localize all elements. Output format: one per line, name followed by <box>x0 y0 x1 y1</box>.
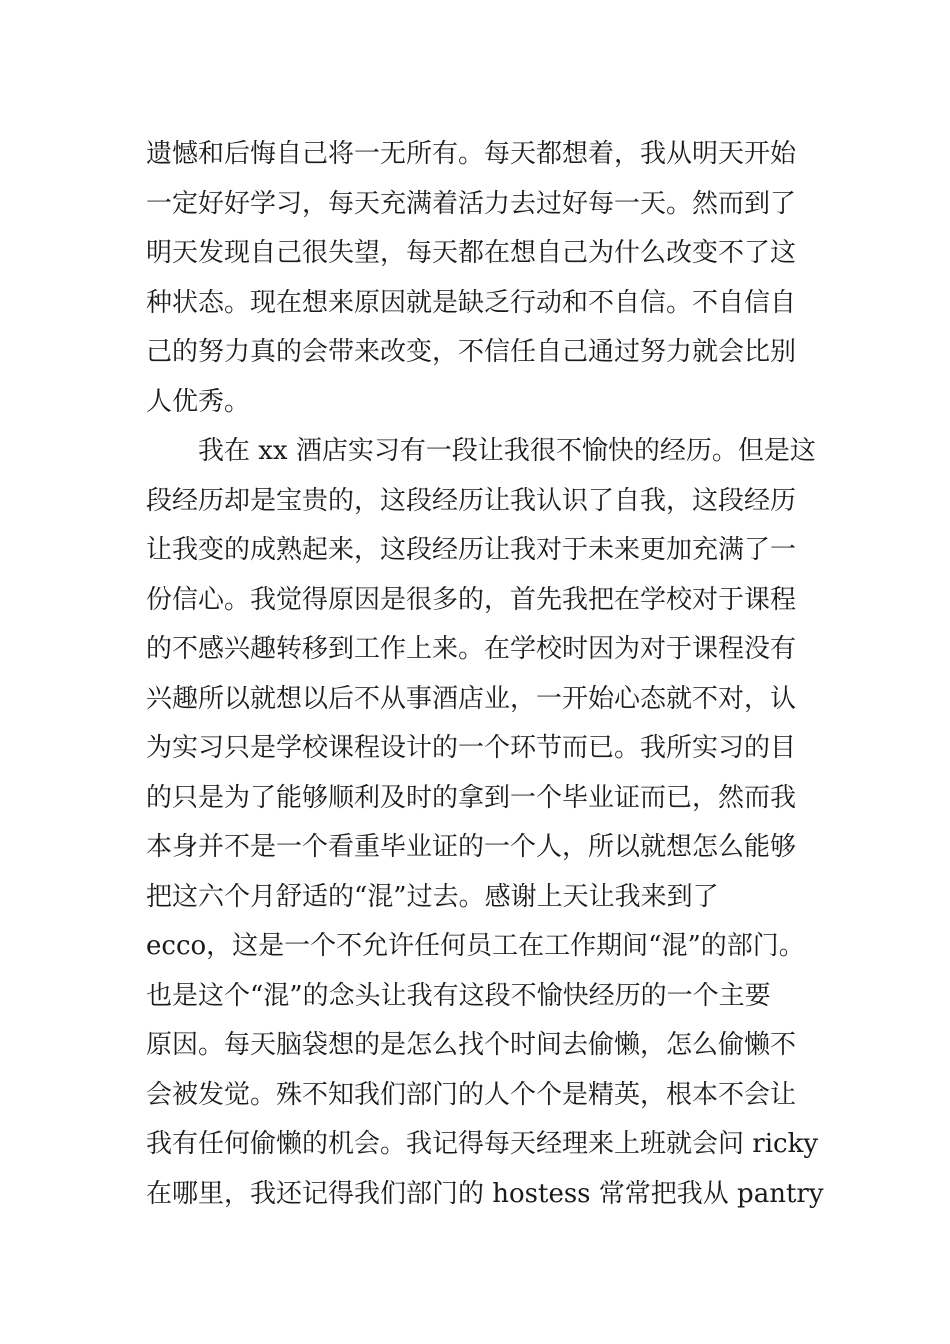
text-line: ecco，这是一个不允许任何员工在工作期间“混”的部门。 <box>146 931 805 961</box>
text-line: 的不感兴趣转移到工作上来。在学校时因为对于课程没有 <box>146 634 797 664</box>
text-line: 我有任何偷懒的机会。我记得每天经理来上班就会问 ricky <box>146 1129 819 1159</box>
text-line: 兴趣所以就想以后不从事酒店业，一开始心态就不对，认 <box>146 683 797 714</box>
text-line: 明天发现自己很失望，每天都在想自己为什么改变不了这 <box>146 238 797 268</box>
body-text <box>146 130 826 1219</box>
text-line: 我在 xx 酒店实习有一段让我很不愉快的经历。但是这 <box>146 436 816 466</box>
text-line: 本身并不是一个看重毕业证的一个人，所以就想怎么能够 <box>146 832 797 862</box>
text-line: 的只是为了能够顺利及时的拿到一个毕业证而已，然而我 <box>146 782 797 813</box>
text-line: 份信心。我觉得原因是很多的，首先我把在学校对于课程 <box>146 584 797 615</box>
text-line: 让我变的成熟起来，这段经历让我对于未来更加充满了一 <box>146 535 797 565</box>
text-line: 一定好好学习，每天充满着活力去过好每一天。然而到了 <box>146 188 797 219</box>
text-line: 段经历却是宝贵的，这段经历让我认识了自我，这段经历 <box>146 485 797 516</box>
text-line: 人优秀。 <box>146 386 251 417</box>
text-line: 遗憾和后悔自己将一无所有。每天都想着，我从明天开始 <box>146 139 797 169</box>
text-line: 也是这个“混”的念头让我有这段不愉快经历的一个主要 <box>146 980 771 1011</box>
text-line: 会被发觉。殊不知我们部门的人个个是精英，根本不会让 <box>146 1079 797 1110</box>
text-line: 原因。每天脑袋想的是怎么找个时间去偷懒，怎么偷懒不 <box>146 1030 797 1060</box>
text-line: 种状态。现在想来原因就是缺乏行动和不自信。不自信自 <box>146 287 797 318</box>
text-line: 把这六个月舒适的“混”过去。感谢上天让我来到了 <box>146 881 719 912</box>
text-line: 己的努力真的会带来改变，不信任自己通过努力就会比别 <box>146 337 797 367</box>
text-line: 在哪里，我还记得我们部门的 hostess 常常把我从 pantry <box>146 1178 824 1209</box>
text-line: 为实习只是学校课程设计的一个环节而已。我所实习的目 <box>146 733 797 763</box>
